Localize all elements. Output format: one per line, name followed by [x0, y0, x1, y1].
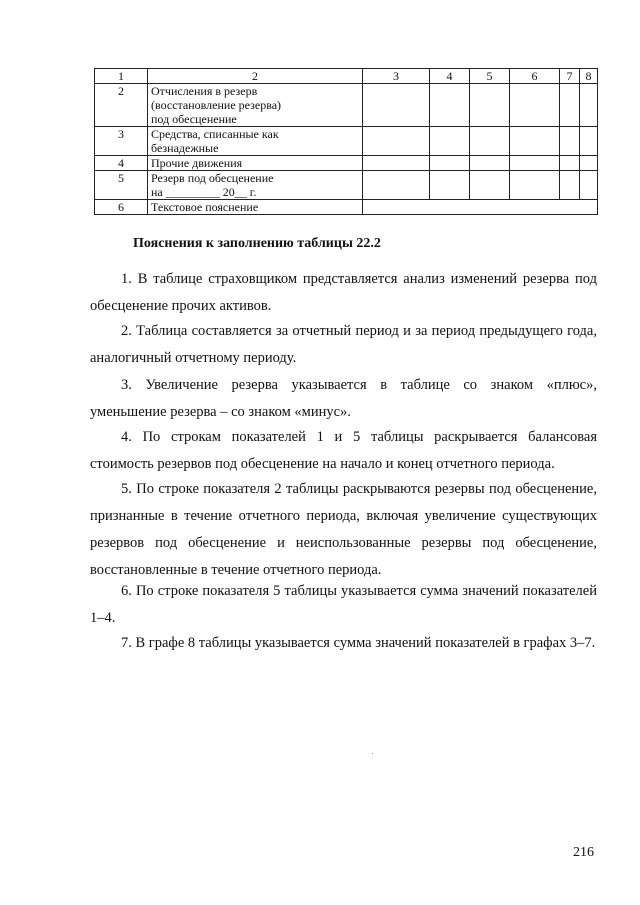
- row-number: 3: [95, 127, 148, 156]
- paragraph: 2. Таблица составляется за отчетный период и за период предыдущего года, аналогичный отчетному периоду.: [90, 323, 597, 366]
- section-heading: Пояснения к заполнению таблицы 22.2: [133, 236, 381, 251]
- row-label-line: Резерв под обесценение: [151, 171, 274, 185]
- row-label-line: Средства, списанные как: [151, 127, 279, 141]
- row-label: [148, 200, 363, 215]
- row-label-line: на _________ 20__ г.: [151, 185, 257, 199]
- row-label-line: Отчисления в резерв: [151, 84, 258, 98]
- row-label: [148, 156, 363, 171]
- row-label-line: Прочие движения: [151, 156, 243, 170]
- value-cell: [580, 156, 598, 171]
- value-cell: [470, 84, 510, 127]
- header-cell: 1: [95, 69, 148, 84]
- value-cell: [470, 156, 510, 171]
- value-cell: [363, 84, 430, 127]
- header-cell: 4: [430, 69, 470, 84]
- row-label-line: (восстановление резерва): [151, 98, 282, 112]
- row-label: [148, 171, 363, 200]
- row-label-line: под обесценение: [151, 112, 237, 126]
- row-label-line: безнадежные: [151, 141, 219, 155]
- value-cell: [510, 171, 560, 200]
- value-cell: [560, 156, 580, 171]
- row-number: 5: [95, 171, 148, 200]
- value-cell: [430, 127, 470, 156]
- scan-speck: [372, 753, 373, 754]
- row-label-line: Текстовое пояснение: [151, 200, 259, 214]
- header-cell: 8: [580, 69, 598, 84]
- value-cell: [510, 127, 560, 156]
- value-cell: [580, 127, 598, 156]
- value-cell: [430, 156, 470, 171]
- page-number: 216: [573, 845, 594, 860]
- paragraph: 7. В графе 8 таблицы указывается сумма значений показателей в графах 3–7.: [121, 635, 596, 651]
- value-cell: [363, 156, 430, 171]
- value-cell: [560, 127, 580, 156]
- header-cell: 6: [510, 69, 560, 84]
- value-cell: [510, 84, 560, 127]
- row-number: 4: [95, 156, 148, 171]
- value-cell: [470, 127, 510, 156]
- paragraph: 6. По строке показателя 5 таблицы указывается сумма значений показателей 1–4.: [90, 583, 597, 626]
- row-number: 6: [95, 200, 148, 215]
- header-cell: 2: [148, 69, 363, 84]
- row-number: 2: [95, 84, 148, 127]
- value-cell: [430, 171, 470, 200]
- value-cell: [363, 171, 430, 200]
- row-label: [148, 84, 363, 127]
- row-label: [148, 127, 363, 156]
- paragraph: 3. Увеличение резерва указывается в таблице со знаком «плюс», уменьшение резерва – со знаком «минус».: [90, 377, 597, 420]
- header-cell: 7: [560, 69, 580, 84]
- data-table: [94, 68, 598, 215]
- value-cell: [580, 171, 598, 200]
- header-cell: 5: [470, 69, 510, 84]
- value-cell: [430, 84, 470, 127]
- table-row: [95, 200, 598, 215]
- value-cell: [470, 171, 510, 200]
- value-cell: [560, 84, 580, 127]
- table-header-row: [95, 69, 598, 84]
- table-row: [95, 156, 598, 171]
- table-row: [95, 84, 598, 127]
- paragraph: 4. По строкам показателей 1 и 5 таблицы раскрывается балансовая стоимость резервов под обесценение на начало и конец отчетного периода.: [90, 429, 597, 472]
- paragraph: 1. В таблице страховщиком представляется анализ изменений резерва под обесценение прочих активов.: [90, 271, 597, 314]
- value-cell: [580, 84, 598, 127]
- table-row: [95, 127, 598, 156]
- value-cell: [560, 171, 580, 200]
- header-cell: 3: [363, 69, 430, 84]
- table-row: [95, 171, 598, 200]
- paragraph: 5. По строке показателя 2 таблицы раскрываются резервы под обесценение, признанные в течение отчетного периода, включая увеличение существующих резервов под обесценение и неиспользованные резервы под обесценение, восстановленные в течение отчетного периода.: [90, 481, 597, 578]
- value-cell: [510, 156, 560, 171]
- merged-value-cell: [363, 200, 598, 215]
- value-cell: [363, 127, 430, 156]
